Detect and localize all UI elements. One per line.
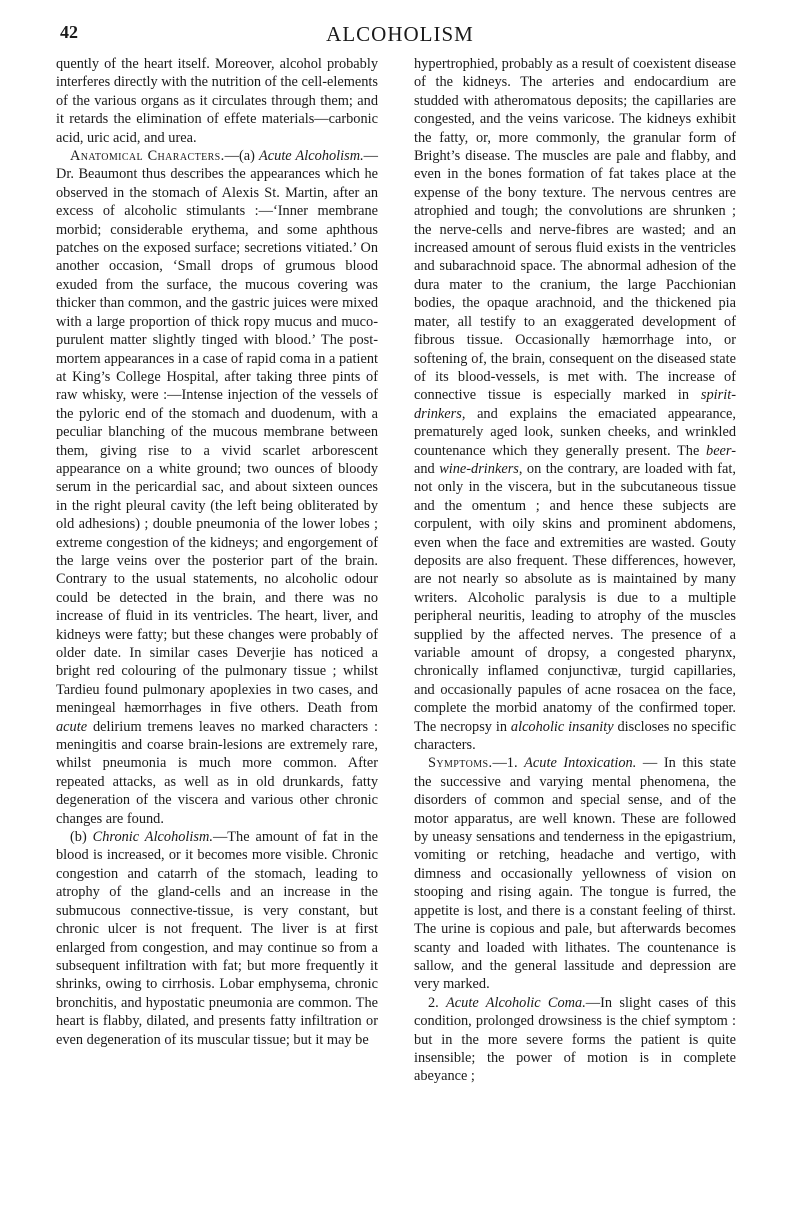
running-head: ALCOHOLISM	[326, 22, 474, 46]
italic-term: wine-drinkers	[439, 460, 519, 477]
italic-term: beer-	[706, 442, 736, 459]
paragraph-text: and	[414, 460, 440, 477]
italic-term: acute	[56, 718, 88, 735]
section-heading: Anatomical Characters.	[70, 148, 225, 165]
subsection-label: —1.	[492, 755, 525, 772]
italic-term: alcoholic insanity	[510, 718, 614, 735]
subsection-title: Acute Alcoholic Coma.	[446, 994, 586, 1011]
section-heading: Symptoms.	[428, 755, 493, 772]
italic-term: spirit-drinkers	[414, 387, 736, 422]
subsection-title: Acute Alcoholism.	[259, 148, 364, 165]
subsection-label: 2.	[428, 994, 447, 1011]
right-column	[414, 55, 736, 1086]
paragraph-acute-coma	[414, 994, 736, 1086]
paragraph-symptoms	[414, 754, 736, 993]
left-column	[56, 55, 378, 1049]
paragraph-anatomical-characters	[56, 147, 378, 828]
paragraph-continuation: quently of the heart itself. Moreover, alcohol probably interferes directly with the nutrition of the cell-elements of the various organs as it circulates through them; and it retards the elimination of effete materials—carbonic acid, uric acid, and urea.	[56, 56, 378, 146]
subsection-label: (b)	[70, 829, 93, 846]
subsection-title: Acute Intoxication.	[524, 755, 637, 772]
paragraph-text: hypertrophied, probably as a result of coexistent disease of the kidneys. The arteries and endocardium are studded with atheromatous deposits; the capillaries are congested, and the veins varicose. The kidneys exhibit the fatty, or, more commonly, the granular form of Bright’s disease. The muscles are pale and flabby, and even in the bones formation of fat takes place at the expense of the bony texture. The nervous centres are atrophied and tough; the convolutions are shrunken ; the nerve-cells and nerve-fibres are wasted; and an increased amount of serous fluid exists in the ventricles and subarachnoid space. The abnormal adhesion of the dura mater to the cranium, the large Pacchionian bodies, the opaque arachnoid, and the thickened pia mater, all testify to an exaggerated development of fibrous tissue. Occasionally hæmorrhage into, or softening of, the brain, consequent on the diseased state of its blood-vessels, is met with. The increase of connective tissue is especially marked in	[414, 56, 736, 404]
paragraph-chronic-alcoholism	[56, 828, 378, 1049]
paragraph-text: delirium tremens leaves no marked characters : meningitis and coarse brain-lesions are extremely rare, whilst pneumonia is much more common. After repeated attacks, as well as in old drunkards, fatty degeneration of the viscera and various other chronic changes are found.	[56, 718, 378, 827]
paragraph-text: discloses no specific characters.	[414, 718, 736, 754]
paragraph-text: —The amount of fat in the blood is increased, or it becomes more visible. Chronic congestion and catarrh of the stomach, leading to atrophy of the gland-cells and an increase in the submucous connective-tissue, is very constant, but chronic ulcer is not frequent. The liver is at first enlarged from congestion, and may continue so from a subsequent infiltration with fat; but more frequently it shrinks, owing to cirrhosis. Lobar emphysema, chronic bronchitis, and hypostatic pneumonia are common. The heart is flabby, dilated, and presents fatty infiltration or even degeneration of its muscular tissue; but it may be	[56, 829, 378, 1048]
paragraph-text: , and explains the emaciated appearance, prematurely aged look, sunken cheeks, and wrinkled countenance which they generally present. The	[414, 405, 736, 459]
paragraph-text: , on the contrary, are loaded with fat, not only in the viscera, but in the subcutaneous tissue and the omentum ; and hence these subjects are corpulent, with oily skins and prominent abdomens, even when the face and extremities are wasted. Gouty deposits are also frequent. These differences, however, are not nearly so absolute as is maintained by many writers. Alcoholic paralysis is due to a multiple peripheral neuritis, leading to atrophy of the muscles supplied by the affected nerves. The presence of a variable amount of dropsy, a congested pharynx, chronically inflamed conjunctivæ, turgid capillaries, and occasionally papules of acne rosacea on the face, complete the morbid anatomy of the confirmed toper. The necropsy in	[414, 460, 736, 735]
subsection-label: —(a)	[224, 148, 260, 165]
page-header	[60, 22, 740, 46]
paragraph-continuation	[414, 55, 736, 754]
subsection-title: Chronic Alcoholism.	[92, 829, 213, 846]
paragraph-text: — In this state the successive and varying mental phenomena, the disorders of common and special sense, and of the motor apparatus, are well known. These are followed by uneasy sensations and tenderness in the epigastrium, vomiting or retching, headache and vertigo, with dimness and occasionally yellowness of vision on stooping and rising again. The tongue is furred, the appetite is lost, and there is a constant feeling of thirst. The urine is copious and pale, but afterwards becomes scanty and loaded with lithates. The countenance is sallow, and the general lassitude and depression are very marked.	[414, 755, 736, 993]
paragraph-text: —Dr. Beaumont thus describes the appearances which he observed in the stomach of Alexis St. Martin, after an excess of alcoholic stimulants :—‘Inner membrane morbid; considerable erythema, and some aphthous patches on the exposed surface; secretions vitiated.’ On another occasion, ‘Small drops of grumous blood exuded from the surface, the mucous covering was thicker than common, and the gastric juices were mixed with a large proportion of thick ropy mucus and muco-purulent matter slightly tinged with blood.’ The post-mortem appearances in a case of rapid coma in a patient at King’s College Hospital, after taking three pints of raw whisky, were :—Intense injection of the vessels of the pyloric end of the stomach and duodenum, with a peculiar blanching of the mucous membrane between them, giving rise to a vivid scarlet arborescent appearance on a white ground; two ounces of bloody serum in the pericardial sac, and about sixteen ounces in the right pleural cavity (the left being obliterated by old adhesions) ; double pneumonia of the lower lobes ; extreme congestion of the kidneys; and engorgement of the large veins over the posterior part of the brain. Contrary to the usual statements, no alcoholic odour could be detected in the brain, and there was no increase of fluid in its ventricles. The heart, liver, and kidneys were fatty; but these changes were probably of older date. In similar cases Deverjie has noticed a bright red colouring of the pulmonary tissue ; whilst Tardieu found pulmonary apoplexies in two cases, and meningeal hæmorrhages in five others. Death from	[56, 148, 379, 717]
paragraph-text: —In slight cases of this condition, prolonged drowsiness is the chief symptom : but in the more severe forms the patient is quite insensible; the power of motion is in complete abeyance ;	[414, 994, 736, 1085]
page-number: 42	[60, 22, 78, 42]
